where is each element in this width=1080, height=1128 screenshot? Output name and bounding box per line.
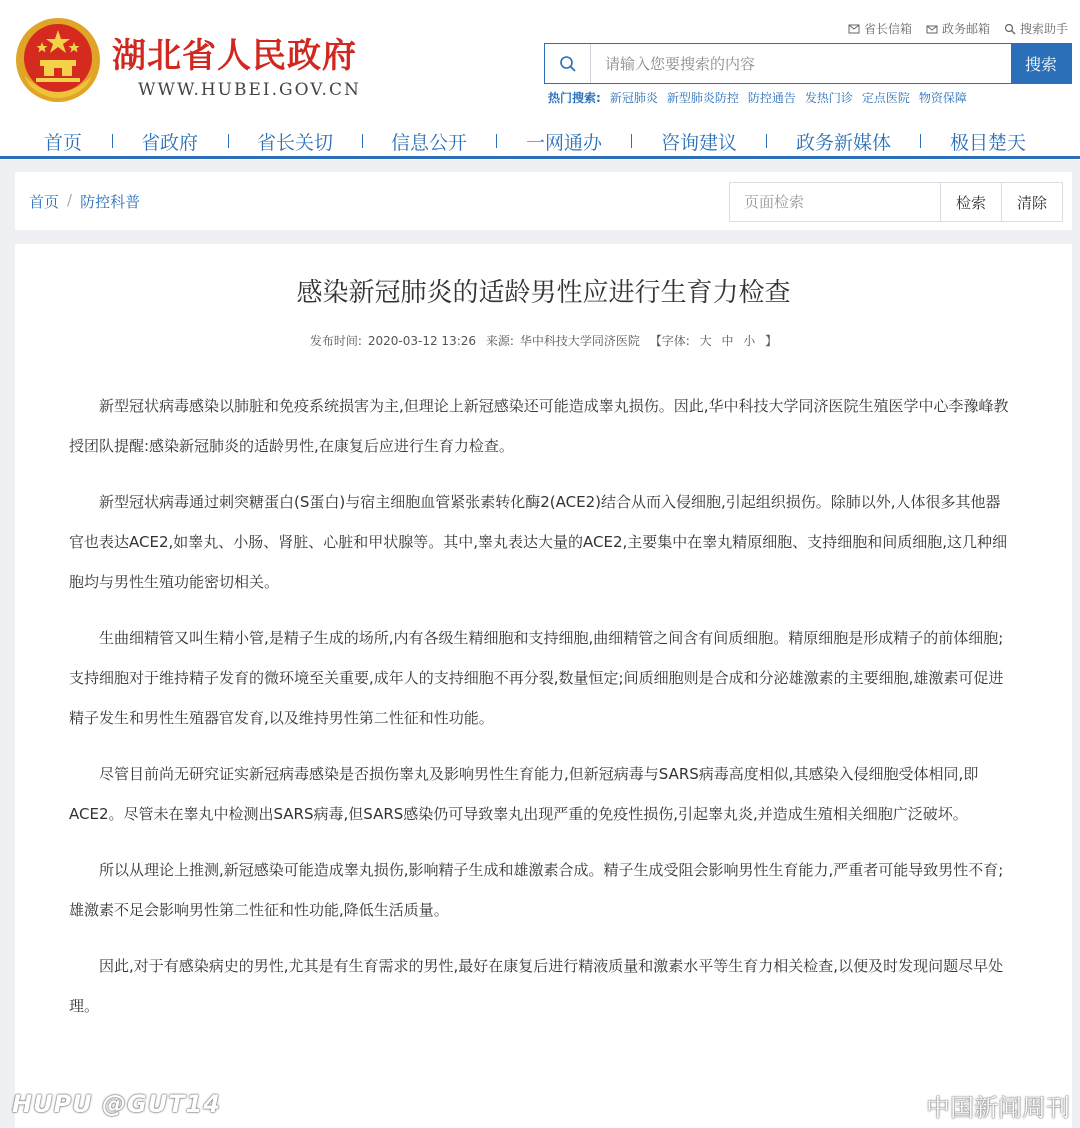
- breadcrumb: [29, 191, 140, 212]
- article-paragraph: 新型冠状病毒通过刺突糖蛋白(S蛋白)与宿主细胞血管紧张素转化酶2(ACE2)结合从而入侵细胞,引起组织损伤。除肺以外,人体很多其他器官也表达ACE2,如睾丸、小肠、肾脏、心脏和甲状腺等。其中,睾丸表达大量的ACE2,主要集中在睾丸精原细胞、支持细胞和间质细胞,这几种细胞均与男性生殖功能密切相关。: [69, 493, 1008, 591]
- hot-searches-label: 热门搜索:: [548, 91, 601, 105]
- breadcrumb-bar: [15, 172, 1072, 230]
- nav-item-provincial-gov[interactable]: 省政府: [141, 132, 199, 154]
- mailbox-icon: [848, 23, 860, 35]
- page-clear-button[interactable]: 清除: [1001, 183, 1062, 221]
- font-size-medium[interactable]: 中: [721, 334, 734, 348]
- breadcrumb-separator: /: [67, 191, 73, 209]
- article-paragraph: 因此,对于有感染病史的男性,尤其是有生育需求的男性,最好在康复后进行精液质量和激素水平等生育力相关检查,以便及时发现问题尽早处理。: [69, 957, 1004, 1015]
- top-link-gov-mail[interactable]: [926, 20, 990, 37]
- hot-search-item[interactable]: 新型肺炎防控: [666, 91, 739, 105]
- national-emblem-icon[interactable]: [14, 16, 102, 104]
- hot-search-item[interactable]: 定点医院: [861, 91, 910, 105]
- article-body: [69, 386, 1015, 1042]
- search-icon: [1004, 23, 1016, 35]
- top-link-mailbox-label: 省长信箱: [863, 22, 912, 36]
- top-link-mailbox[interactable]: [848, 20, 912, 37]
- search-icon: [559, 55, 577, 73]
- article-paragraph: 新型冠状病毒感染以肺脏和免疫系统损害为主,但理论上新冠感染还可能造成睾丸损伤。因此,华中科技大学同济医院生殖医学中心李豫峰教授团队提醒:感染新冠肺炎的适龄男性,在康复后应进行生育力检查。: [69, 397, 1009, 455]
- site-url: WWW.HUBEI.GOV.CN: [138, 80, 361, 100]
- nav-divider: [228, 134, 229, 148]
- article-title: 感染新冠肺炎的适龄男性应进行生育力检查: [296, 278, 791, 308]
- top-link-gov-mail-label: 政务邮箱: [941, 22, 990, 36]
- top-link-search-assistant[interactable]: [1004, 20, 1068, 37]
- publish-label: 发布时间:: [309, 334, 362, 348]
- article-meta: [15, 332, 1072, 349]
- main-nav: [0, 122, 1080, 158]
- watermark-right: [886, 1088, 1070, 1123]
- nav-underline: [0, 156, 1080, 159]
- site-search-button[interactable]: 搜索: [1011, 44, 1071, 83]
- font-size-close: 】: [765, 334, 778, 348]
- font-size-small[interactable]: 小: [743, 334, 756, 348]
- publish-time: 2020-03-12 13:26: [367, 334, 477, 348]
- nav-divider: [631, 134, 632, 148]
- hot-search-item[interactable]: 防控通告: [747, 91, 796, 105]
- weibo-logo-icon: [886, 1092, 920, 1120]
- page-search-button[interactable]: 检索: [940, 183, 1001, 221]
- nav-divider: [766, 134, 767, 148]
- source-value: 华中科技大学同济医院: [519, 334, 640, 348]
- nav-item-governor-concerns[interactable]: 省长关切: [257, 132, 334, 154]
- nav-divider: [920, 134, 921, 148]
- font-size-open: 【字体:: [649, 334, 690, 348]
- hot-search-item[interactable]: 物资保障: [918, 91, 967, 105]
- font-size-large[interactable]: 大: [699, 334, 712, 348]
- nav-item-consultation[interactable]: 咨询建议: [661, 132, 738, 154]
- hot-search-item[interactable]: 发热门诊: [804, 91, 853, 105]
- site-header: [0, 0, 1080, 160]
- envelope-icon: [926, 23, 938, 35]
- source-label: 来源:: [485, 334, 514, 348]
- breadcrumb-item-home[interactable]: 首页: [29, 193, 60, 211]
- nav-item-home[interactable]: 首页: [44, 132, 83, 154]
- nav-divider: [112, 134, 113, 148]
- watermark-right-text: 中国新闻周刊: [926, 1094, 1070, 1122]
- page-search: [729, 182, 1063, 222]
- hot-searches: [548, 89, 967, 106]
- article: [15, 244, 1072, 1128]
- top-link-search-assistant-label: 搜索助手: [1019, 22, 1068, 36]
- site-title[interactable]: 湖北省人民政府: [112, 36, 357, 76]
- site-search-input[interactable]: [591, 44, 1011, 83]
- article-paragraph: 尽管目前尚无研究证实新冠病毒感染是否损伤睾丸及影响男性生育能力,但新冠病毒与SARS病毒高度相似,其感染入侵细胞受体相同,即ACE2。尽管未在睾丸中检测出SARS病毒,但SARS感染仍可导致睾丸出现严重的免疫性损伤,引起睾丸炎,并造成生殖相关细胞广泛破坏。: [69, 765, 979, 823]
- top-links: [848, 20, 1068, 37]
- breadcrumb-item-prevention[interactable]: 防控科普: [80, 193, 141, 211]
- nav-item-jimu-chutian[interactable]: 极目楚天: [950, 132, 1027, 154]
- hot-search-item[interactable]: 新冠肺炎: [609, 91, 658, 105]
- article-paragraph: 所以从理论上推测,新冠感染可能造成睾丸损伤,影响精子生成和雄激素合成。精子生成受阻会影响男性生育能力,严重者可能导致男性不育;雄激素不足会影响男性第二性征和性功能,降低生活质量。: [69, 861, 1004, 919]
- nav-divider: [362, 134, 363, 148]
- nav-divider: [496, 134, 497, 148]
- nav-item-new-media[interactable]: 政务新媒体: [796, 132, 892, 154]
- nav-item-online-services[interactable]: 一网通办: [526, 132, 603, 154]
- site-search-box: [544, 43, 1072, 84]
- page-search-input[interactable]: [730, 183, 940, 221]
- article-paragraph: 生曲细精管又叫生精小管,是精子生成的场所,内有各级生精细胞和支持细胞,曲细精管之间含有间质细胞。精原细胞是形成精子的前体细胞;支持细胞对于维持精子发育的微环境至关重要,成年人的支持细胞不再分裂,数量恒定;间质细胞则是合成和分泌雄激素的主要细胞,雄激素可促进精子发生和男性生殖器官发育,以及维持男性第二性征和性功能。: [69, 629, 1004, 727]
- site-search-icon-wrap[interactable]: [545, 44, 591, 83]
- watermark-left: HUPU @GUT14: [12, 1090, 221, 1118]
- nav-item-info-disclosure[interactable]: 信息公开: [391, 132, 468, 154]
